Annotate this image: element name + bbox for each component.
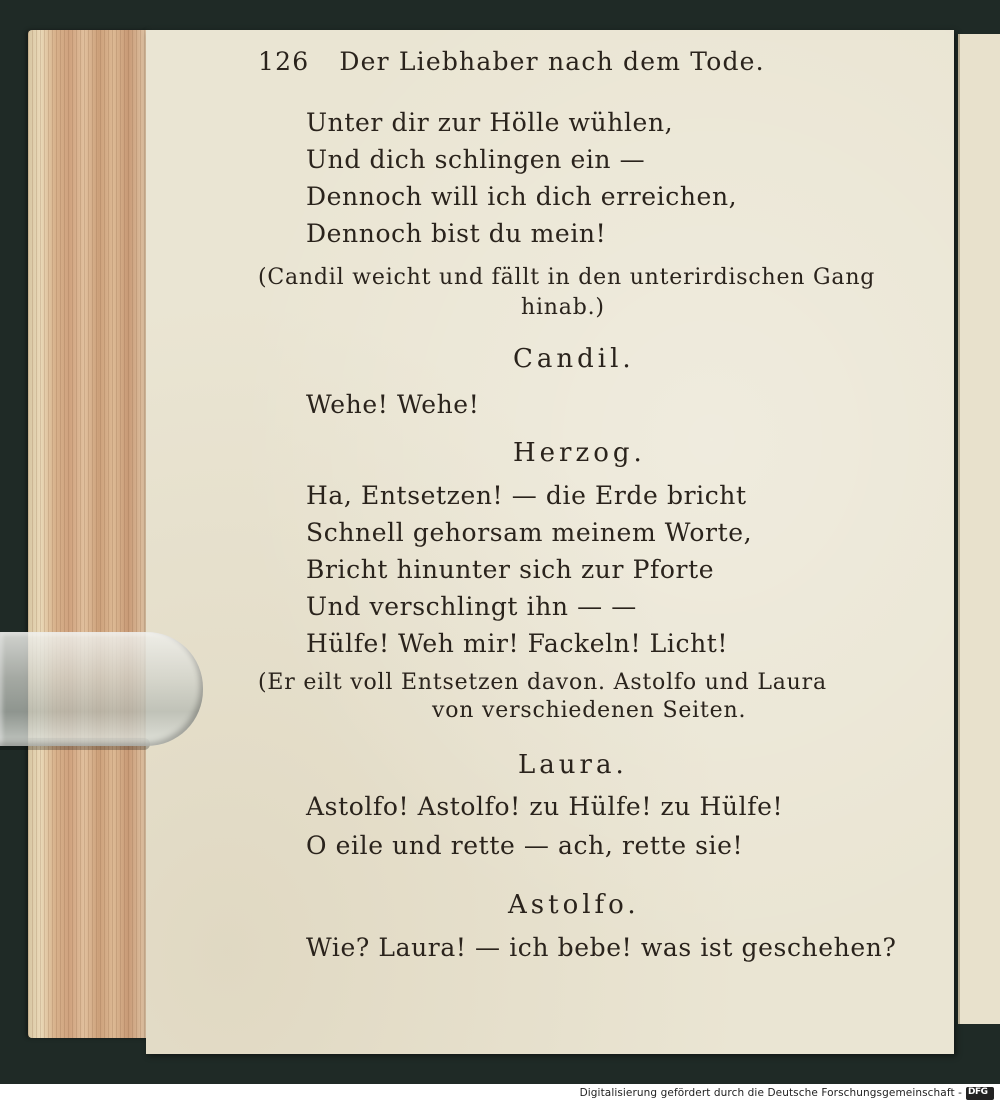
verse-line: Dennoch bist du mein! — [306, 219, 607, 248]
speaker-name: Candil. — [513, 344, 635, 374]
speaker-name: Herzog. — [513, 438, 646, 468]
verse-line: Astolfo! Astolfo! zu Hülfe! zu Hülfe! — [306, 792, 784, 821]
stage-direction: (Er eilt voll Entsetzen davon. Astolfo und Laura — [258, 670, 827, 695]
facing-page — [958, 34, 1000, 1024]
book-page-edge — [28, 30, 150, 1038]
running-header — [258, 47, 765, 76]
verse-line: O eile und rette — ach, rette sie! — [306, 831, 744, 860]
stage-direction: (Candil weicht und fällt in den unterirdischen Gang — [258, 265, 876, 290]
verse-line: Bricht hinunter sich zur Pforte — [306, 555, 715, 584]
verse-line: Schnell gehorsam meinem Worte, — [306, 518, 753, 547]
stage-direction: hinab.) — [521, 295, 605, 320]
verse-line: Dennoch will ich dich erreichen, — [306, 182, 738, 211]
verse-line: Und verschlingt ihn — — — [306, 592, 637, 621]
digitization-credit: Digitalisierung gefördert durch die Deutsche Forschungsgemeinschaft - — [579, 1087, 962, 1099]
verse-line: Unter dir zur Hölle wühlen, — [306, 108, 674, 137]
verse-line: Und dich schlingen ein — — [306, 145, 646, 174]
dfg-logo: DFG — [966, 1087, 994, 1100]
speaker-name: Astolfo. — [508, 890, 640, 920]
page-clip — [0, 632, 203, 746]
stage-direction: von verschiedenen Seiten. — [432, 698, 747, 723]
speaker-name: Laura. — [518, 750, 628, 780]
footer-bar — [0, 1084, 1000, 1105]
running-title: Der Liebhaber nach dem Tode. — [339, 47, 765, 76]
verse-line: Wehe! Wehe! — [306, 390, 480, 419]
verse-line: Hülfe! Weh mir! Fackeln! Licht! — [306, 629, 729, 658]
verse-line: Ha, Entsetzen! — die Erde bricht — [306, 481, 747, 510]
verse-line: Wie? Laura! — ich bebe! was ist geschehen? — [306, 933, 897, 962]
page-number: 126 — [258, 47, 310, 76]
